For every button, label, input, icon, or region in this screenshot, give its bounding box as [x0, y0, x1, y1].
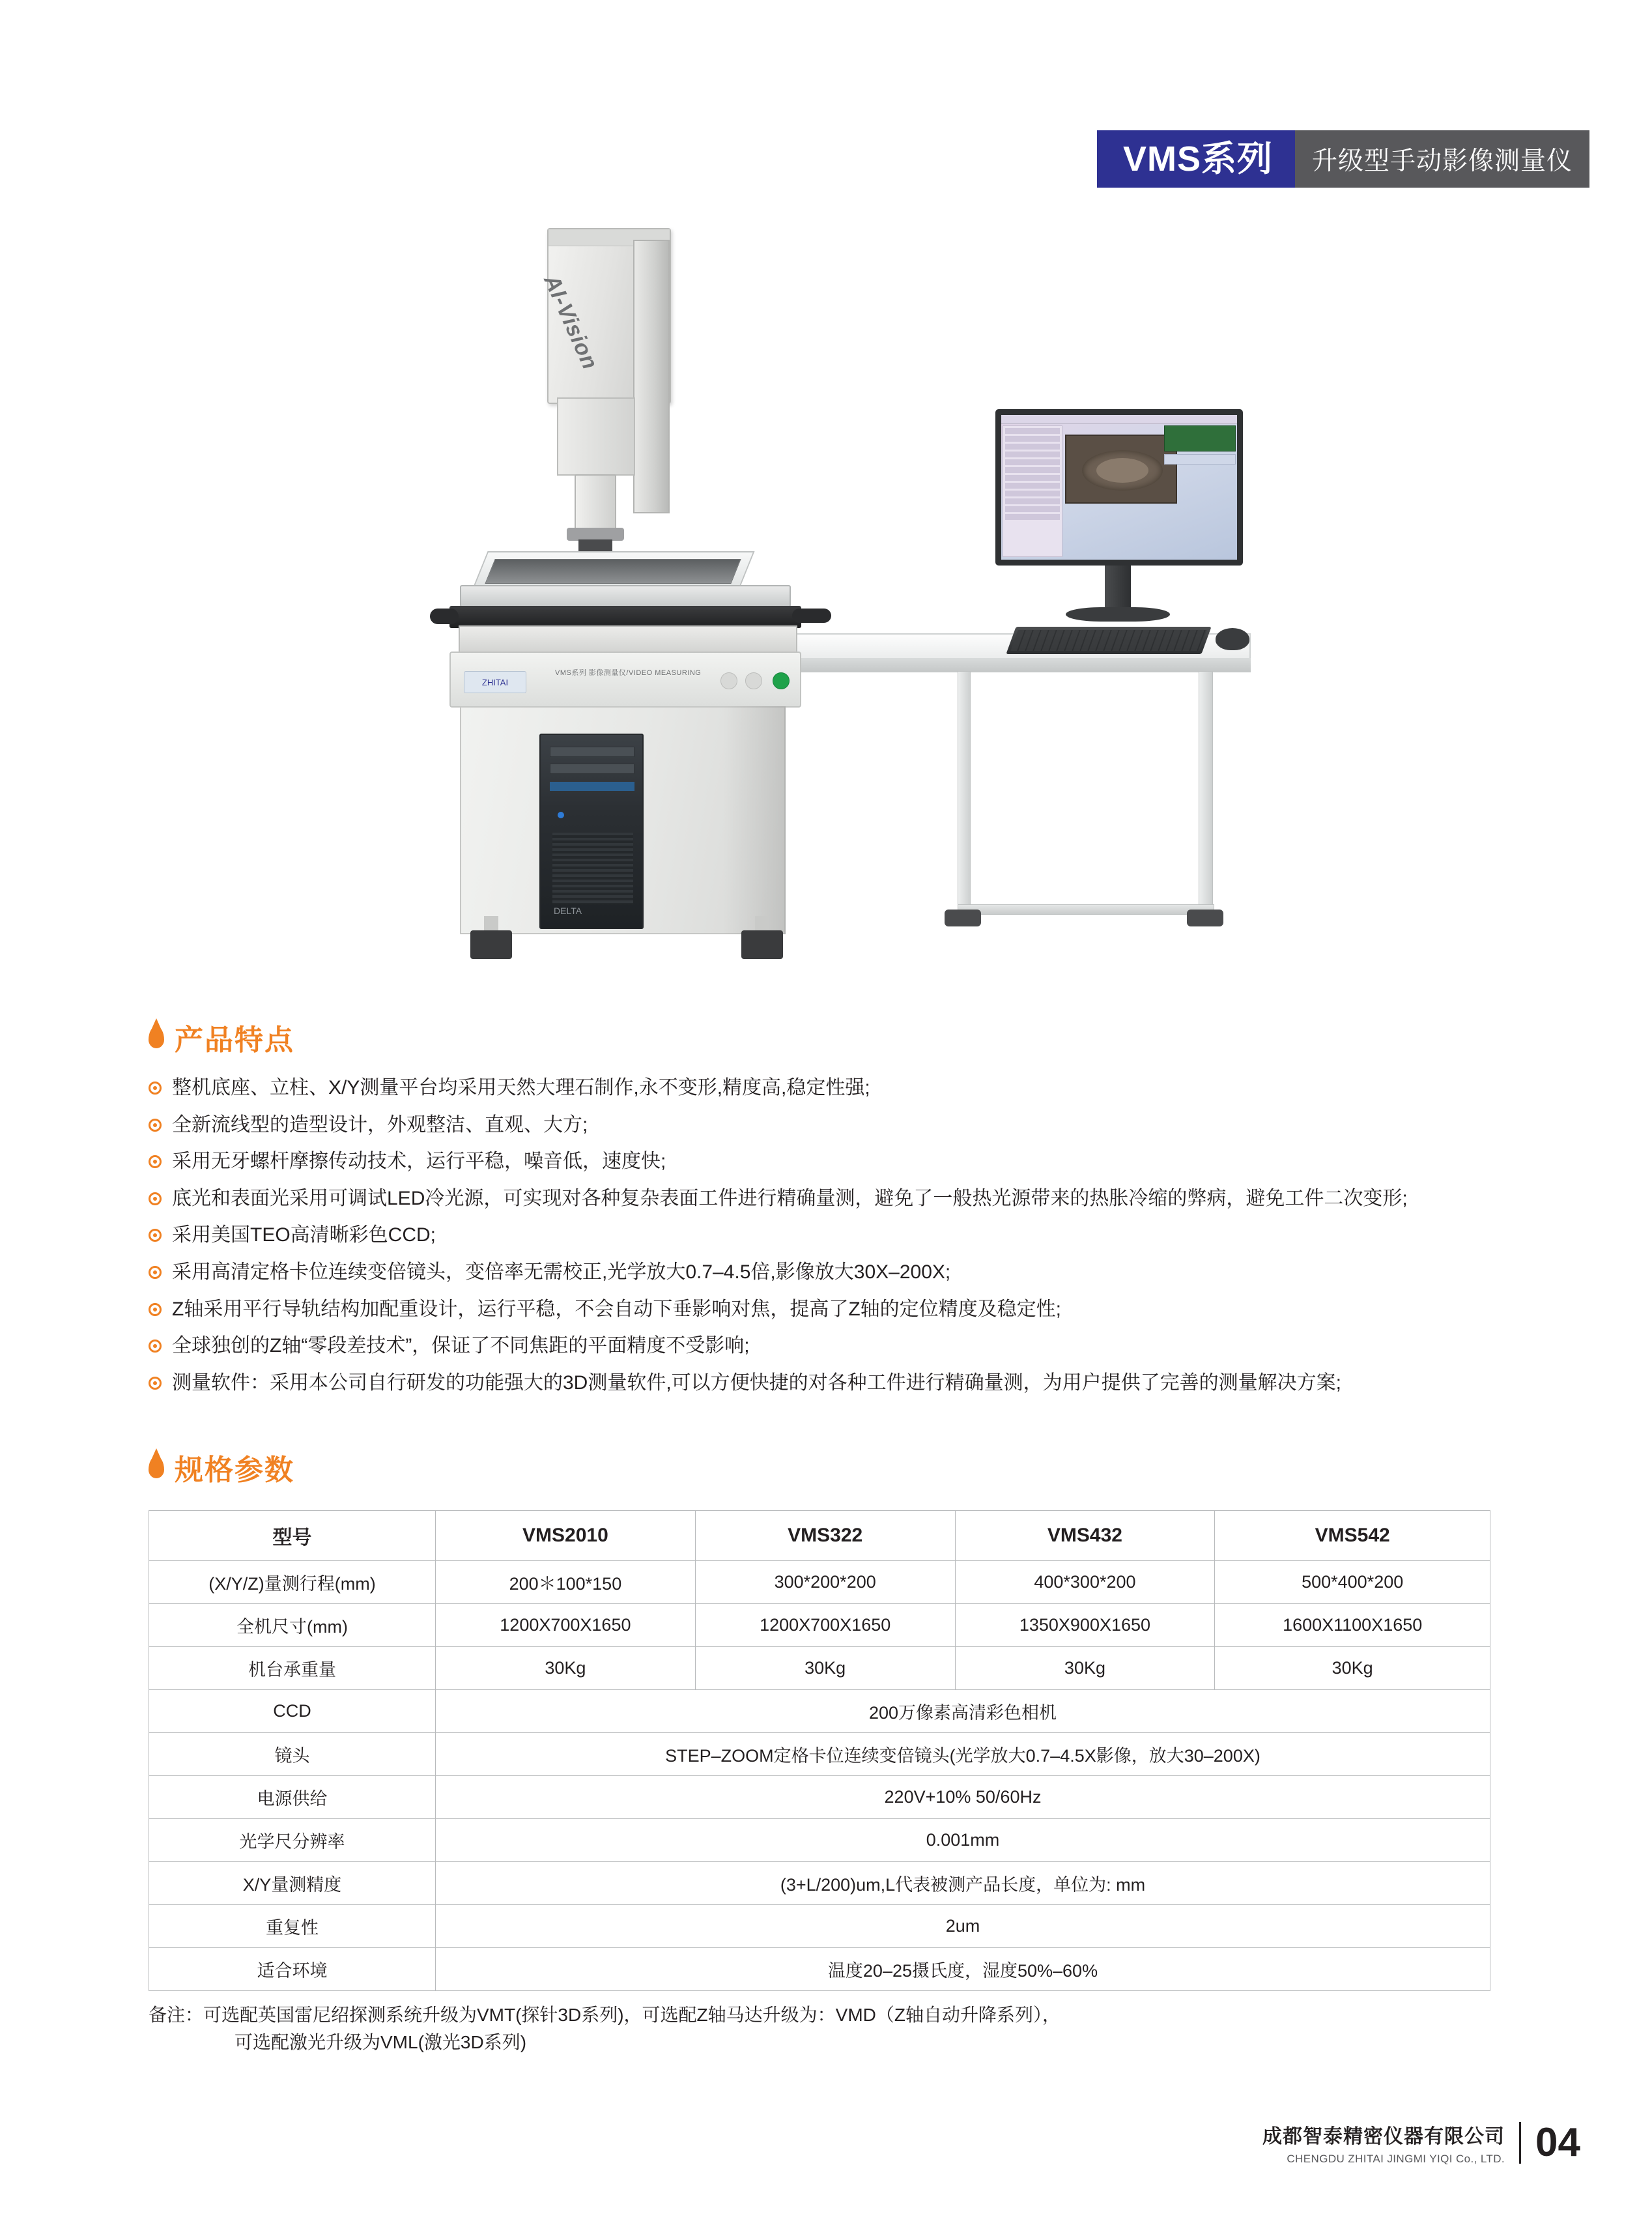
measuring-stage-base: [459, 625, 797, 654]
list-item: [149, 1370, 1510, 1396]
table-row: [149, 1690, 1490, 1733]
list-item: [149, 1186, 1510, 1212]
row-cell: 300*200*200: [695, 1561, 955, 1604]
feature-text: Z轴采用平行导轨结构加配重设计，运行平稳，不会自动下垂影响对焦，提高了Z轴的定位精度及稳定性;: [172, 1298, 1061, 1320]
company-name-cn: 成都智泰精密仪器有限公司: [1262, 2126, 1505, 2147]
bullet-icon: [149, 1119, 162, 1132]
row-cell-merged: 2um: [436, 1905, 1490, 1948]
row-label: 适合环境: [149, 1948, 436, 1991]
panel-knob-b: [745, 672, 762, 689]
table-row: [149, 1776, 1490, 1819]
specs-note: [149, 2001, 1510, 2056]
list-item: [149, 1222, 1510, 1248]
features-section: [149, 1016, 1510, 1407]
company-name-en: CHENGDU ZHITAI JINGMI YIQI Co., LTD.: [1287, 2153, 1505, 2165]
row-cell-merged: 200万像素高清彩色相机: [436, 1690, 1490, 1733]
droplet-icon: [149, 1456, 164, 1478]
table-row: [149, 1905, 1490, 1948]
row-label: CCD: [149, 1690, 436, 1733]
list-item: [149, 1075, 1510, 1101]
row-label: 光学尺分辨率: [149, 1819, 436, 1862]
list-item: [149, 1297, 1510, 1323]
specs-table-wrap: [149, 1510, 1510, 2056]
software-left-panel: [1003, 425, 1062, 557]
machine-brand-label: AI-Vision: [539, 271, 603, 374]
machine-column: [633, 240, 670, 513]
specs-table: [149, 1510, 1490, 1991]
bullet-icon: [149, 1155, 162, 1168]
desk-foot-right: [1187, 910, 1223, 926]
bullet-icon: [149, 1266, 162, 1279]
note-line-2: 可选配激光升级为VML(激光3D系列): [235, 2032, 527, 2052]
row-cell: 1200X700X1650: [695, 1604, 955, 1647]
features-list: [149, 1075, 1510, 1396]
page-footer: [1262, 2120, 1580, 2166]
table-row: [149, 1733, 1490, 1776]
row-label: 重复性: [149, 1905, 436, 1948]
row-cell: 30Kg: [695, 1647, 955, 1690]
series-title: VMS系列: [1097, 130, 1295, 188]
control-panel: [449, 652, 801, 708]
footer-divider: [1519, 2122, 1521, 2164]
software-image-view: [1065, 435, 1177, 504]
feature-text: 采用高清定格卡位连续变倍镜头，变倍率无需校正,光学放大0.7–4.5倍,影像放大30X–200X;: [172, 1261, 951, 1283]
specs-section: [149, 1446, 1510, 2056]
desk-top-edge: [782, 658, 1251, 672]
desk-leg-left: [958, 671, 971, 919]
bullet-icon: [149, 1082, 162, 1095]
row-cell-merged: 0.001mm: [436, 1819, 1490, 1862]
software-toolbar: [1001, 415, 1237, 424]
pc-logo: DELTA: [554, 906, 582, 916]
bullet-icon: [149, 1340, 162, 1353]
product-photo: [332, 202, 1348, 977]
table-row: [149, 1862, 1490, 1905]
table-header-cell: VMS432: [955, 1511, 1215, 1561]
row-label: 全机尺寸(mm): [149, 1604, 436, 1647]
measuring-stage-plate: [460, 585, 791, 607]
bullet-icon: [149, 1192, 162, 1205]
company-block: [1262, 2120, 1505, 2166]
mouse: [1216, 628, 1249, 650]
stage-knob-left: [430, 609, 459, 624]
table-row: [149, 1604, 1490, 1647]
panel-knob-a: [720, 672, 737, 689]
table-row: [149, 1819, 1490, 1862]
monitor-base: [1066, 607, 1170, 622]
monitor-screen: [1001, 415, 1237, 560]
keyboard: [1006, 627, 1211, 654]
row-cell-merged: STEP–ZOOM定格卡位连续变倍镜头(光学放大0.7–4.5X影像，放大30–200X): [436, 1733, 1490, 1776]
list-item: [149, 1149, 1510, 1175]
features-heading: [149, 1016, 1510, 1058]
row-cell-merged: 温度20–25摄氏度，湿度50%–60%: [436, 1948, 1490, 1991]
feature-text: 全球独创的Z轴“零段差技术”，保证了不同焦距的平面精度不受影响;: [172, 1335, 750, 1357]
software-right-panel-2: [1164, 454, 1236, 465]
list-item: [149, 1112, 1510, 1138]
row-cell: 500*400*200: [1215, 1561, 1490, 1604]
list-item: [149, 1333, 1510, 1359]
measuring-stage-rail: [449, 606, 801, 628]
monitor: [995, 409, 1243, 566]
monitor-neck: [1105, 566, 1131, 611]
series-subtitle: 升级型手动影像测量仪: [1295, 130, 1589, 188]
bullet-icon: [149, 1229, 162, 1242]
list-item: [149, 1259, 1510, 1285]
row-label: (X/Y/Z)量测行程(mm): [149, 1561, 436, 1604]
panel-brand-badge: ZHITAI: [464, 671, 526, 693]
table-header-row: [149, 1511, 1490, 1561]
machine-neck: [557, 397, 635, 476]
cabinet-shadow: [723, 706, 786, 934]
table-header-cell: VMS542: [1215, 1511, 1490, 1561]
row-cell: 30Kg: [1215, 1647, 1490, 1690]
row-cell: 1600X1100X1650: [1215, 1604, 1490, 1647]
header-banner: [1097, 130, 1589, 188]
row-cell-merged: 220V+10% 50/60Hz: [436, 1776, 1490, 1819]
row-cell: 200＊100*150: [436, 1561, 696, 1604]
page-number: 04: [1535, 2120, 1580, 2165]
machine-foot-left: [470, 930, 512, 959]
row-label: 镜头: [149, 1733, 436, 1776]
desk-cross-bar: [958, 904, 1214, 915]
table-row: [149, 1948, 1490, 1991]
specs-heading: [149, 1446, 1510, 1488]
row-cell: 30Kg: [436, 1647, 696, 1690]
row-cell: 400*300*200: [955, 1561, 1215, 1604]
panel-model-label: VMS系列 影像测量仪/VIDEO MEASURING: [555, 669, 702, 677]
stage-knob-right: [792, 609, 831, 623]
panel-power-indicator: [773, 672, 790, 689]
features-heading-text: 产品特点: [175, 1024, 294, 1056]
table-header-cell: VMS2010: [436, 1511, 696, 1561]
feature-text: 全新流线型的造型设计，外观整洁、直观、大方;: [172, 1113, 588, 1136]
desk-foot-left: [945, 910, 981, 926]
row-cell-merged: (3+L/200)um,L代表被测产品长度，单位为: mm: [436, 1862, 1490, 1905]
table-row: [149, 1561, 1490, 1604]
bullet-icon: [149, 1303, 162, 1316]
feature-text: 采用无牙螺杆摩擦传动技术，运行平稳，噪音低，速度快;: [172, 1151, 666, 1173]
row-cell: 30Kg: [955, 1647, 1215, 1690]
pc-tower: [539, 734, 644, 929]
machine-lens: [575, 474, 616, 533]
row-label: X/Y量测精度: [149, 1862, 436, 1905]
machine-lens-ring: [567, 528, 624, 541]
feature-text: 底光和表面光采用可调试LED冷光源，可实现对各种复杂表面工件进行精确量测，避免了一般热光源带来的热胀冷缩的弊病，避免工件二次变形;: [172, 1187, 1408, 1209]
row-label: 机台承重量: [149, 1647, 436, 1690]
feature-text: 测量软件：采用本公司自行研发的功能强大的3D测量软件,可以方便快捷的对各种工件进行精确量测，为用户提供了完善的测量解决方案;: [172, 1371, 1342, 1394]
row-cell: 1350X900X1650: [955, 1604, 1215, 1647]
table-header-cell: 型号: [149, 1511, 436, 1561]
bullet-icon: [149, 1377, 162, 1390]
table-row: [149, 1647, 1490, 1690]
feature-text: 采用美国TEO高清晰彩色CCD;: [172, 1224, 436, 1246]
desk-leg-right: [1199, 671, 1213, 919]
note-line-1: 备注：可选配英国雷尼绍探测系统升级为VMT(探针3D系列)，可选配Z轴马达升级为：VMD（Z轴自动升降系列），: [149, 2005, 1061, 2025]
row-label: 电源供给: [149, 1776, 436, 1819]
machine-foot-right: [741, 930, 783, 959]
table-header-cell: VMS322: [695, 1511, 955, 1561]
droplet-icon: [149, 1026, 164, 1048]
software-right-panel: [1164, 425, 1236, 452]
feature-text: 整机底座、立柱、X/Y测量平台均采用天然大理石制作,永不变形,精度高,稳定性强;: [172, 1077, 870, 1098]
row-cell: 1200X700X1650: [436, 1604, 696, 1647]
specs-heading-text: 规格参数: [175, 1454, 294, 1486]
